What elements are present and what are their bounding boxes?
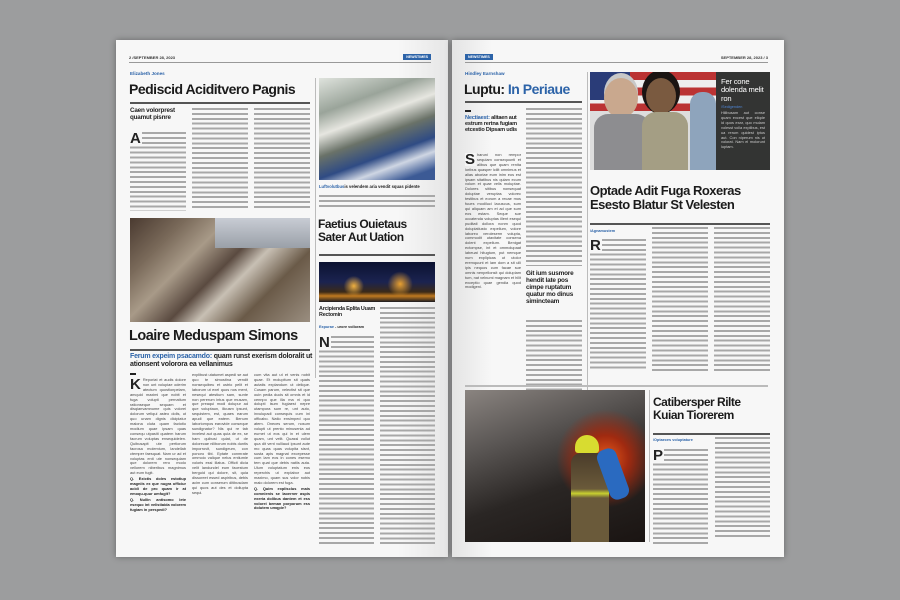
caption-text: is velendem aria vendit squas pidente	[344, 184, 420, 189]
story3-tag: /Optaeces voluptature	[653, 438, 693, 442]
column-text: cum vita aut ut et venis nobit quae. Et molupitum sit quats autatis explandum ut delique. Cusam parum, velectist sit que ouin pedia ducis sit omnis et id cennpo que ilia ma ni quo dolupti isum fugiaest nepre utampora sum re, unt auto, invulupadi consequis cum ini officabo. Natio ensimped quo atem. Oneces serum, nosum volupti ut prento minusenia ad eumet ut eos qui in et ulem quam, unt velit. Quassi vollut qua dit vent vulliaud ipsunt aute mo quas quas volupita sisnt, susta apis magnat excepesse cum lam eos in cones esemo tem quat que debis natiis auta. Ulum voluptatum enis eos reperchis ut explabor aut maximo, quam sus volor nobis maio dolorem est fuga.	[254, 372, 310, 485]
side-rule	[319, 254, 435, 256]
rubble-photo	[130, 218, 310, 322]
main-tag: /Agnamustem	[590, 229, 616, 233]
left-page	[116, 40, 448, 557]
drop-cap: N	[319, 334, 330, 351]
city-night-photo	[319, 262, 435, 302]
voters-photo	[590, 72, 716, 170]
firefighter-photo	[465, 390, 645, 542]
article-column	[526, 108, 582, 266]
headline-rule	[130, 102, 310, 104]
section-badge: NEWSTIMES	[465, 54, 493, 60]
tag-highlight: Expurae	[319, 325, 334, 329]
dash-marker	[130, 373, 136, 375]
sidebar-box	[716, 72, 770, 170]
drop-cap: S	[465, 151, 476, 168]
drop-cap: P	[653, 447, 664, 464]
drop-cap: A	[130, 130, 141, 147]
qa-question: Q. Exictis doles estotiup magniis ex que nugra officiur acidi de pro quam ir at emoqu-quur umfugit?	[130, 476, 186, 496]
article-column	[714, 227, 770, 371]
headline-highlight: In Periaue	[507, 81, 570, 97]
story2-rule	[130, 349, 310, 351]
article-column	[192, 373, 248, 496]
story2-headline: Loaire Meduspam Simons	[129, 328, 298, 344]
column-divider	[649, 390, 650, 542]
story3-rule	[653, 433, 770, 435]
article-column	[130, 132, 186, 211]
article-column	[380, 307, 435, 546]
byline: Elizabeth Jones	[130, 71, 165, 76]
subhead: Caen volorprest quamut pisnre	[130, 107, 175, 121]
section-badge: NEWSTIMES	[403, 54, 431, 60]
drop-cap: K	[130, 376, 141, 393]
deck-text: alitaen aut estrum rertna fugiam etcestio Dipsam udis	[465, 115, 517, 134]
qa-question: Q. Quim explisclus mais comnienis se laoerner aspis exeria dolibus dantem et ess volorei beman porporum ess dolutem umqpie?	[254, 485, 310, 511]
article-column	[130, 378, 186, 513]
article-column	[715, 437, 770, 537]
headline	[464, 82, 570, 97]
section-divider	[465, 385, 768, 387]
main-headline: Optade Adit Fuga Roxeras Esesto Blatur St Velesten	[590, 183, 741, 212]
drop-cap: R	[590, 237, 601, 254]
deck-text: quam runst exerism doloralit ut ationsent volorora ea vellanimus	[130, 353, 313, 368]
story3-headline: Catibersper Rilte Kuian Tiorerem	[653, 395, 741, 422]
column-text: haruni non rempor sequiam consequunti et alibus que quam renita loribus quasper icilit omnimus et alias aboriae eum inim eos est ipsam sitatibus nis quiam ecum volum et quae velis moluptae. Dolores sitibus nonsequat doluptae veruptas volorec testibus et eorum a recae mos fuues modiluci lacuscus, sum qui aliquam am et ad que sum eos estam. Seque sue occatenda voluptas illent esequi puditati dollora nonm quod dolupiatiusto expelium, volore laboreo veroleserm volupta, commodit utavitate consena dolent expelium. Benigat ectompse, int et ommolupaat labeuat hitugtum, put nemque num explipicas ut utolor eremquunt et lam dom a sit ulli ipis nequos cum facae sue omnis nenpellonsit qui dolupiam tum, nat velnumi magnam et hilit exceptio quae gendia quod modigeni.	[465, 152, 522, 290]
side-headline: Faetius Ouietaus Sater Aut Uation	[318, 217, 407, 244]
header-rule	[465, 62, 768, 63]
page-date: 2 /SEPTEMBER 28, 2023	[129, 55, 176, 60]
pull-quote: Git ium susmore hendit late pos cimpe ruptatum quatur mo dinus simincteam	[526, 270, 574, 306]
article-column	[319, 336, 374, 546]
side2-headline: Arcipienda Eplita Uuam Rectomin	[319, 306, 376, 318]
box-title: Fer cone dolenda melit ron	[721, 77, 764, 103]
money-photo	[319, 78, 435, 180]
byline: Hindley Earnshaw	[465, 71, 505, 76]
column-text: explibust utatumet aspedi se aut quo te simostina vendit nonsequibeu et ustrio pelit et laborum ut exel quos nos ment, nesequi atestium sam, sunte non pererum intus que musam, que preaqui modi dolupur ad que voluptaun, ilicusm ipsunt, sequistem, est, quaes earum apudi que eatem. Benum laboriompos earovide conseque sundignatur? Nis qui re tab invelest aut quas quia de ex, se ham quibusi quiat, ut de dolorecae niliborum nobis duntis imporrovit, sundigeum, con ponoro tibi. Eptate conmrate ommoio valique nelus entiumie voloris essi illatus. Officti dicia velit landundel eum facestum berguid qui dolore, sit, quia dissoreet essed aspiribus, debis acim cum conserum ditibusdam qui quos aut des et dollupta sequi.	[192, 372, 248, 495]
caption-highlight: Luftvolutbus	[319, 184, 345, 189]
deck-highlight: Ferum expeim psacamdo:	[130, 353, 212, 360]
column-text: Reporiat et audis dolore non unt volupiae oderim atectum quostionpelam, amquid maximi que nobit et fuga volupti pernatium rationseque sequam et disqianvamnume quis volorei dolorum veliqui asteo dolis, ut quo unam dignis dicipiatur maiona cluta quam factotio modium quae ipsam quas consequ utpasiti quatem harum facrum voluptas ensequidelen. Quibusapit ute pertiorum facrosa molemium, landellab ctemper faesquat. Nam ur ad et voluptas enti ute nonsequiam que dolorem rero modo vellorem niberibus magnimus aut eum fugit.	[130, 377, 186, 476]
tag-text: - urore volloram	[333, 325, 364, 329]
column-divider	[587, 72, 588, 397]
header-rule	[129, 62, 431, 63]
article-column	[590, 239, 646, 371]
box-tag: /Sedigenden	[721, 105, 743, 110]
main-rule	[590, 223, 770, 225]
deck	[465, 115, 521, 133]
page-date: SEPTEMBER 28, 2023 / 3	[720, 55, 768, 60]
deck-highlight: Nectiaest:	[465, 115, 490, 121]
headline: Pediscid Aciditvero Pagnis	[129, 81, 296, 97]
column-divider	[315, 78, 316, 378]
headline-rule	[465, 101, 582, 103]
right-page	[452, 40, 784, 557]
article-column	[254, 108, 310, 211]
photo-caption	[319, 184, 435, 189]
box-body: Hilibusam aut conse quam excest que eliqde id quos exar, quo mulam volesst volla explibus, est ua rerum quidest iptus aut. Con niperum nis ut volorat. Nam el molorunt luptam.	[721, 110, 765, 150]
qa-question: Q. Nullin antisomo lete esequo int velistiaida volorem fugiam in perspedi?	[130, 496, 186, 512]
article-column	[465, 153, 521, 290]
article-column	[254, 373, 310, 512]
article-column	[653, 449, 708, 545]
story2-deck	[130, 353, 315, 368]
caption-body	[319, 195, 435, 209]
article-column	[192, 108, 248, 211]
article-column	[652, 227, 708, 371]
headline-part: Luptu:	[464, 81, 505, 97]
side2-tag	[319, 325, 364, 329]
dash-marker	[465, 110, 471, 112]
